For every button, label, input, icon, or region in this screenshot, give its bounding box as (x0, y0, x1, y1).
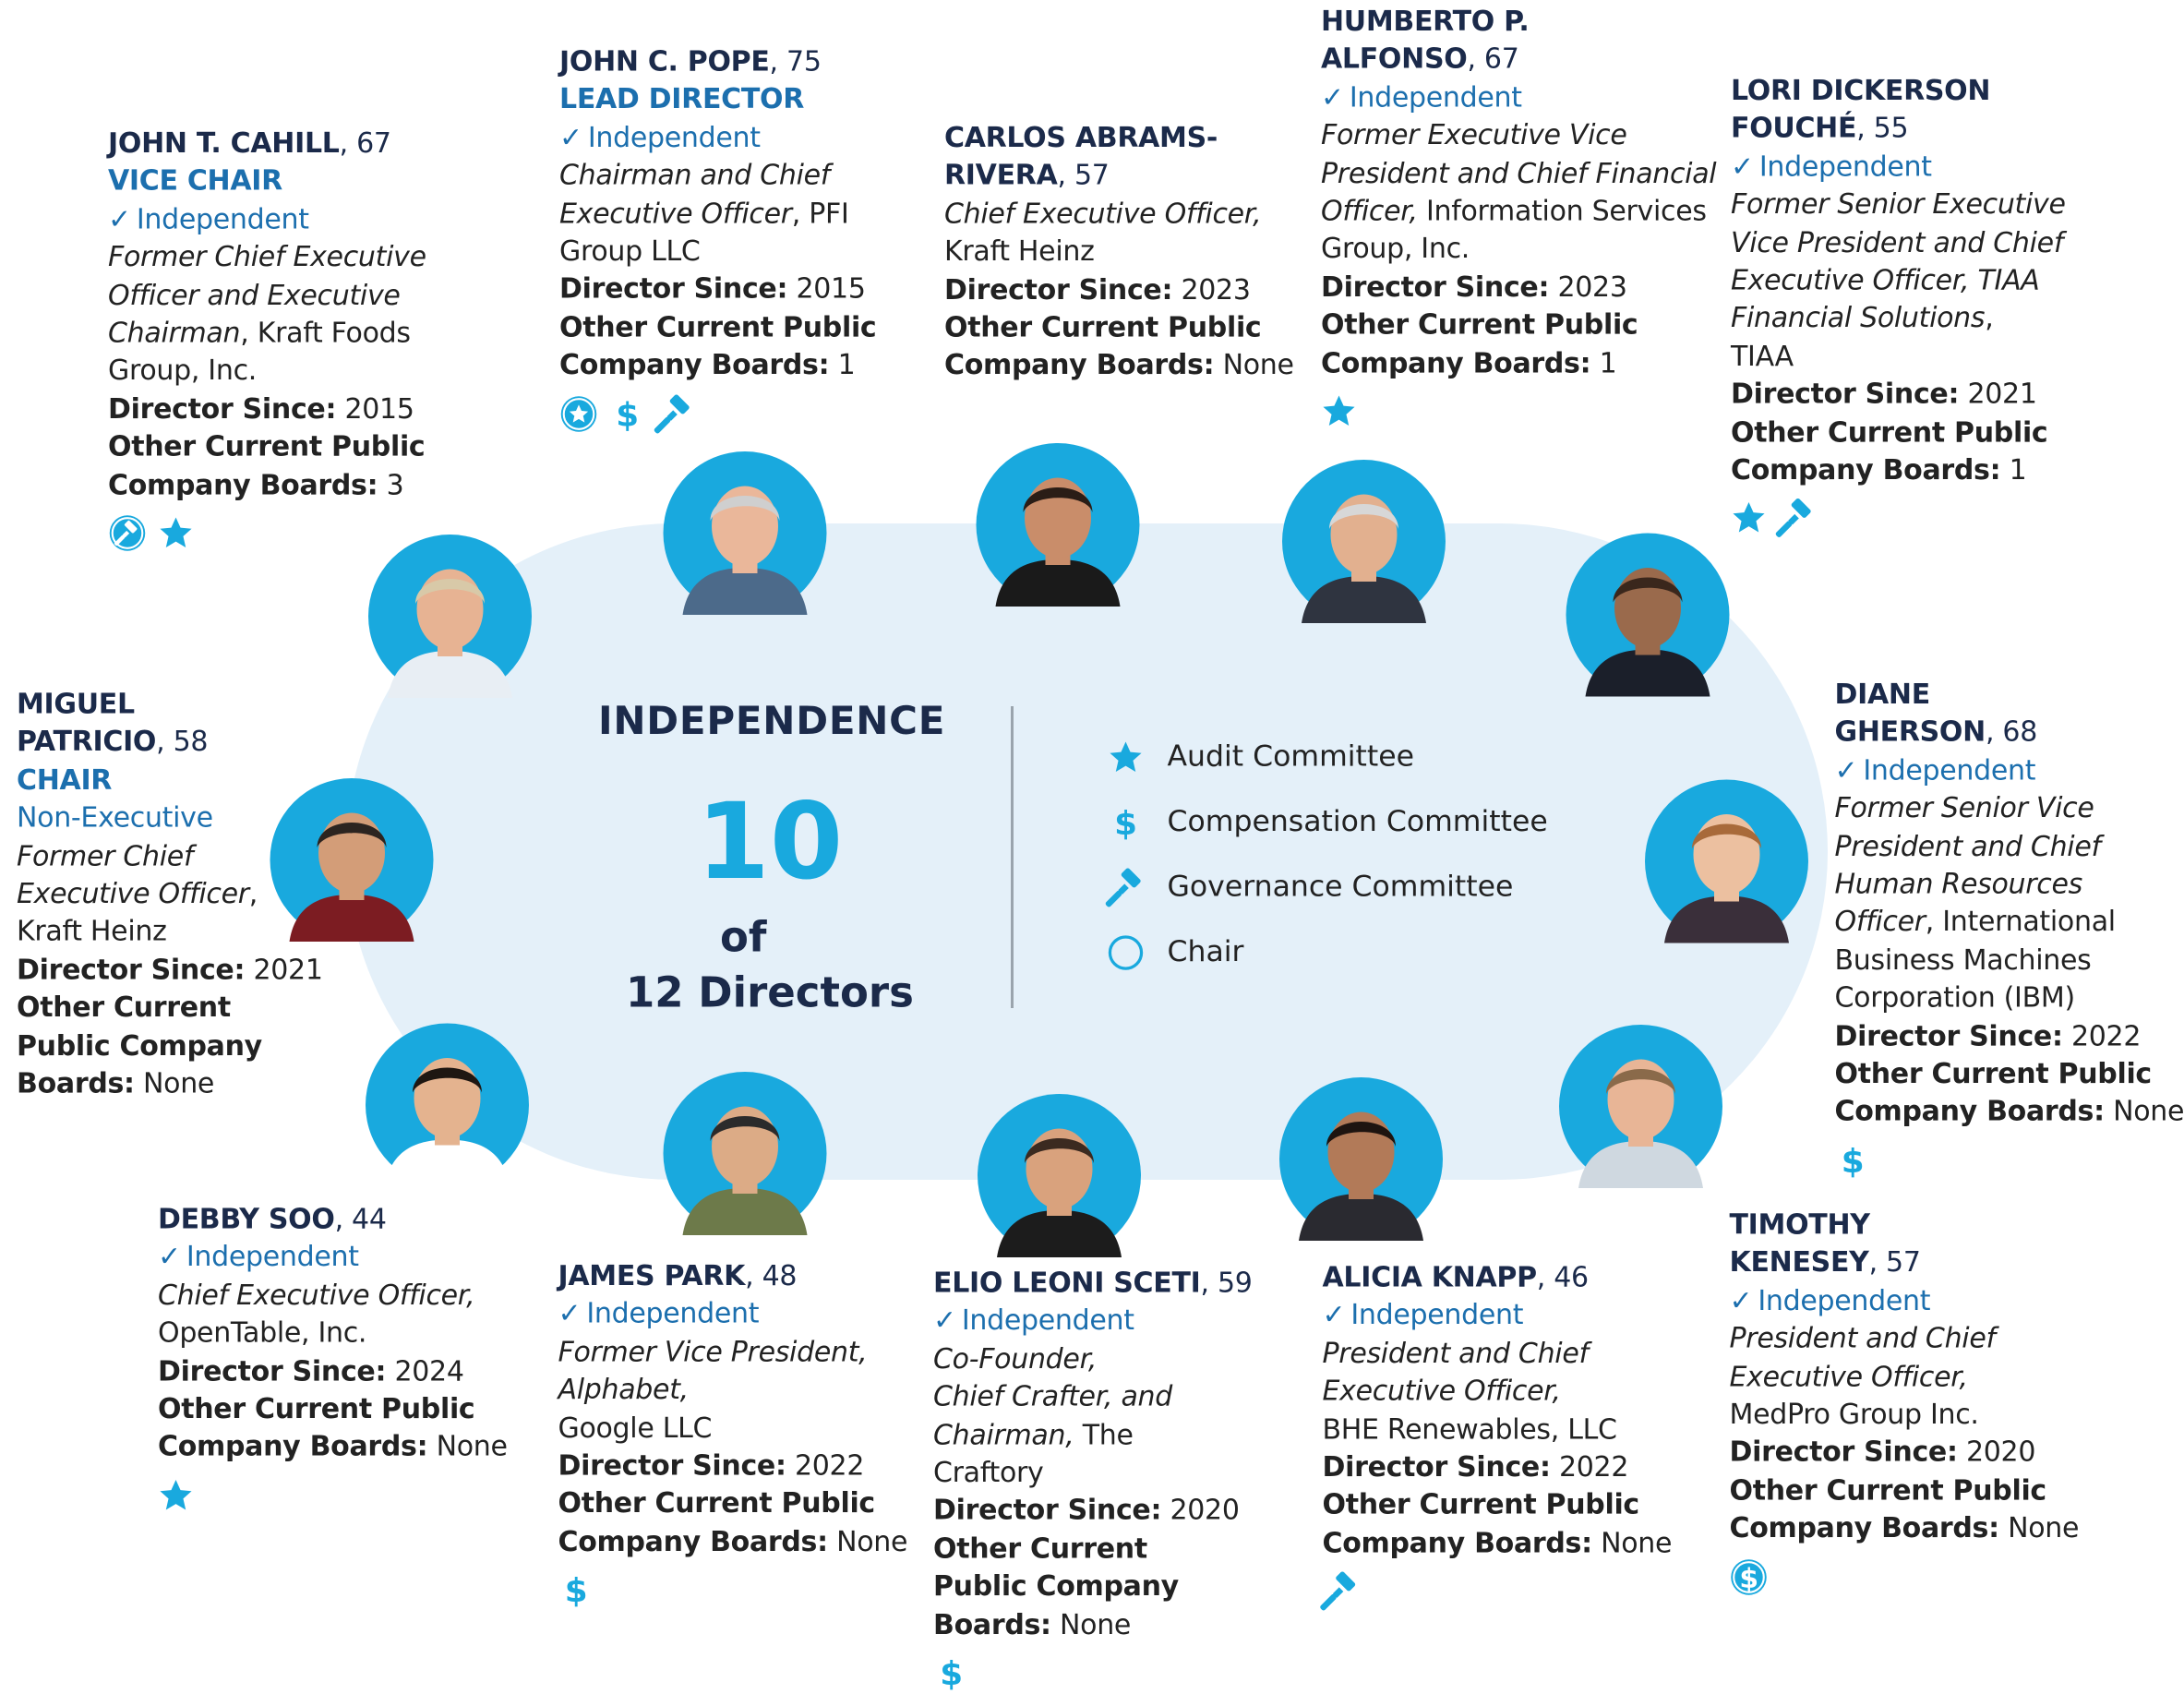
photo-cahill (368, 535, 532, 698)
svg-text:$: $ (564, 1572, 588, 1611)
title-line (559, 157, 876, 195)
director-name: JOHN T. CAHILL, 67 (108, 126, 391, 160)
title-org: Group, Inc. (108, 354, 258, 388)
other-boards: Boards: None (17, 1066, 215, 1100)
photo-alfonso (1282, 460, 1446, 623)
title-italic: Alphabet, (558, 1372, 689, 1406)
title-italic: Vice President and Chief (1731, 224, 2064, 258)
title-org: Kraft Heinz (944, 234, 1095, 268)
director-title (933, 1340, 1253, 1492)
independent-badge: ✓ Independent (108, 201, 309, 235)
committee-icons (158, 1474, 508, 1516)
independent-of: of (720, 914, 767, 963)
title-line (944, 233, 1294, 270)
committee-icons (1731, 498, 2066, 539)
portrait-silhouette (366, 1024, 529, 1187)
director-name: FOUCHÉ, 55 (1731, 111, 1909, 145)
legend-label: Chair (1167, 934, 1244, 968)
director-title (1731, 186, 2066, 376)
bio-fouche (1731, 72, 2066, 539)
title-line (1323, 1335, 1673, 1373)
committee-icons (559, 392, 876, 434)
title-line (1835, 827, 2184, 865)
bio-abrams (944, 119, 1294, 385)
director-title (1323, 1335, 1673, 1448)
star-icon (158, 515, 194, 551)
dollar-icon (609, 395, 645, 434)
other-boards-label: Other Current Public (1322, 1487, 1639, 1521)
director-name: ALICIA KNAPP, 46 (1322, 1260, 1589, 1293)
star-icon (1321, 393, 1357, 429)
independent-badge: ✓ Independent (558, 1296, 760, 1330)
director-role: VICE CHAIR (108, 163, 282, 198)
title-italic: Chairman and Chief (559, 158, 831, 192)
title-org: BHE Renewables, LLC (1322, 1412, 1617, 1446)
star-chair-icon (559, 394, 598, 433)
portrait-silhouette (1566, 534, 1730, 697)
director-name: KENESEY, 57 (1729, 1245, 1921, 1280)
independent-badge: ✓ Independent (1322, 1298, 1524, 1332)
title-italic: Executive Officer, (1322, 1374, 1561, 1408)
dollar-icon (933, 1655, 969, 1694)
title-italic: Former Senior Executive (1731, 186, 2066, 221)
photo-abrams (977, 443, 1140, 607)
title-line (933, 1378, 1253, 1416)
title-org: , (248, 876, 258, 910)
other-boards-label: Other Current Public (158, 1391, 475, 1425)
title-line (17, 875, 323, 913)
director-title (559, 157, 876, 270)
director-name: RIVERA, 57 (944, 158, 1110, 192)
title-italic: President and Chief Financial (1321, 155, 1717, 189)
bio-sceti (933, 1265, 1253, 1694)
title-org: , PFI (791, 196, 849, 230)
director-name: CARLOS ABRAMS- (944, 120, 1218, 154)
other-boards-label: Other Current Public (1834, 1056, 2152, 1090)
svg-text:$: $ (1114, 805, 1137, 843)
director-since: Director Since: 2015 (108, 391, 414, 426)
title-org: Craftory (933, 1455, 1044, 1489)
photo-gherson (1645, 780, 1808, 943)
title-italic: Executive Officer, (1729, 1359, 1968, 1393)
other-boards-label: Other Current Public (559, 309, 877, 343)
legend-label: Governance Committee (1167, 870, 1514, 903)
bio-kenesey (1730, 1207, 2080, 1598)
independent-badge: ✓ Independent (1731, 149, 1932, 183)
portrait-silhouette (1559, 1025, 1722, 1188)
gavel-icon (1778, 500, 1814, 536)
director-name: JAMES PARK, 48 (558, 1258, 798, 1292)
photo-fouche (1566, 534, 1730, 697)
director-since: Director Since: 2022 (1834, 1018, 2142, 1052)
portrait-silhouette (1645, 780, 1808, 943)
other-boards: Company Boards: None (558, 1524, 908, 1558)
title-org: , (1985, 301, 1994, 335)
other-boards: Company Boards: None (1729, 1510, 2080, 1544)
bio-cahill (108, 125, 426, 554)
gavel-icon (1323, 1573, 1359, 1609)
title-line (933, 1340, 1253, 1378)
committee-icons (558, 1569, 908, 1611)
title-line (1835, 789, 2184, 827)
title-italic: President and Chief (1834, 828, 2101, 862)
director-name: TIMOTHY (1729, 1207, 1870, 1241)
director-name: DIANE (1834, 677, 1930, 711)
director-name: ELIO LEONI SCETI, 59 (933, 1266, 1253, 1299)
title-line (933, 1454, 1253, 1492)
title-italic: Officer and Executive (108, 277, 401, 311)
title-line (1323, 1411, 1673, 1448)
title-line (108, 238, 426, 276)
independent-count: 10 (696, 779, 844, 903)
title-org: Group LLC (559, 234, 701, 268)
other-boards-label: Other Current Public (558, 1486, 875, 1520)
dollar-icon (558, 1572, 594, 1611)
other-boards: Company Boards: 1 (1321, 345, 1617, 379)
committee-icons (108, 512, 426, 554)
director-subrole: Non-Executive (17, 800, 213, 835)
title-line (108, 276, 426, 314)
director-title (1730, 1320, 2080, 1434)
title-line (1731, 262, 2066, 300)
title-line (17, 913, 323, 951)
gavel-icon (656, 395, 692, 431)
director-title (17, 837, 323, 951)
title-line (1835, 979, 2184, 1017)
bio-park (558, 1257, 908, 1611)
other-boards: Company Boards: 3 (108, 467, 404, 501)
bio-alfonso (1321, 3, 1716, 432)
director-title (558, 1333, 908, 1447)
independent-badge: ✓ Independent (559, 120, 761, 154)
star-icon (1731, 500, 1767, 536)
other-boards: Boards: None (933, 1606, 1132, 1640)
photo-soo (366, 1024, 529, 1187)
title-org: Information Services (1417, 194, 1707, 228)
title-org: Google LLC (558, 1410, 713, 1444)
other-boards-label: Other Current Public (1321, 307, 1638, 342)
title-line (108, 315, 426, 353)
director-since: Director Since: 2021 (1731, 377, 2037, 411)
committee-icons (933, 1652, 1253, 1694)
title-italic: Co-Founder, (933, 1341, 1098, 1376)
portrait-silhouette (977, 443, 1140, 607)
director-name: LORI DICKERSON (1731, 73, 1991, 107)
dollar-icon (1108, 805, 1144, 848)
title-italic: Chief Executive Officer, (944, 196, 1262, 230)
director-title (158, 1277, 508, 1352)
title-line (1323, 1373, 1673, 1411)
director-name: HUMBERTO P. (1321, 4, 1530, 38)
title-line (108, 353, 426, 390)
title-line (1731, 338, 2066, 376)
title-org: , Kraft Foods (240, 316, 411, 350)
portrait-silhouette (664, 1072, 827, 1235)
director-name: JOHN C. POPE, 75 (559, 44, 822, 78)
title-italic: Human Resources (1834, 867, 2082, 901)
title-italic: Executive Officer (17, 876, 249, 910)
other-boards: Company Boards: None (1322, 1525, 1673, 1559)
director-since: Director Since: 2020 (933, 1493, 1240, 1527)
director-since: Director Since: 2021 (17, 952, 323, 986)
title-line (1321, 193, 1716, 231)
title-italic: Former Senior Vice (1834, 790, 2094, 824)
director-name: ALFONSO, 67 (1321, 42, 1519, 76)
director-role: LEAD DIRECTOR (559, 82, 805, 116)
title-italic: President and Chief (1322, 1336, 1589, 1370)
other-boards: Company Boards: None (1834, 1094, 2184, 1128)
title-line (1731, 223, 2066, 261)
portrait-silhouette (664, 451, 827, 615)
title-line (1730, 1396, 2080, 1434)
director-title (1321, 116, 1716, 268)
director-since: Director Since: 2022 (558, 1448, 865, 1483)
title-line (933, 1416, 1253, 1454)
title-line (1835, 904, 2184, 942)
title-italic: Officer, (1321, 194, 1418, 228)
title-line (559, 195, 876, 233)
independent-badge: ✓ Independent (158, 1240, 359, 1274)
title-line (558, 1333, 908, 1371)
title-italic: Chief Executive Officer, (158, 1278, 475, 1312)
independent-badge: ✓ Independent (1321, 79, 1522, 114)
dollar-chair-icon (1730, 1557, 1769, 1596)
title-line (1321, 154, 1716, 192)
title-line (1731, 186, 2066, 223)
gavel-icon (1108, 870, 1144, 913)
portrait-silhouette (1279, 1077, 1443, 1241)
title-org: OpenTable, Inc. (158, 1316, 367, 1350)
title-org: MedPro Group Inc. (1729, 1397, 1979, 1431)
director-title (1835, 789, 2184, 1017)
photo-pope (664, 451, 827, 615)
title-italic: Former Executive Vice (1321, 117, 1627, 151)
committee-icons (1835, 1139, 2184, 1181)
other-boards-label: Other Current Public (108, 429, 426, 463)
portrait-silhouette (978, 1094, 1141, 1257)
svg-text:$: $ (1739, 1562, 1758, 1595)
title-italic: Officer (1834, 905, 1926, 939)
title-line (1835, 942, 2184, 979)
other-boards-label: Other Current (933, 1531, 1147, 1565)
other-boards-label: Other Current Public (1731, 414, 2048, 449)
title-line (1321, 231, 1716, 269)
title-line (1321, 116, 1716, 154)
title-italic: Chief Crafter, and (933, 1379, 1173, 1413)
other-boards-label: Other Current Public (1729, 1472, 2046, 1507)
bio-gherson (1835, 676, 2184, 1181)
independent-badge: ✓ Independent (1729, 1283, 1931, 1317)
title-italic: Former Chief (17, 838, 194, 872)
title-line (1731, 300, 2066, 338)
title-line (1730, 1320, 2080, 1358)
bio-patricio (17, 686, 323, 1103)
independence-title: INDEPENDENCE (598, 698, 946, 744)
director-since: Director Since: 2020 (1729, 1435, 2036, 1469)
independent-badge: ✓ Independent (933, 1304, 1134, 1338)
bio-knapp (1323, 1259, 1673, 1613)
title-italic: Former Chief Executive (108, 239, 426, 273)
photo-kenesey (1559, 1025, 1722, 1188)
circle-icon (1108, 935, 1144, 979)
title-org: Kraft Heinz (17, 914, 167, 948)
director-title (944, 195, 1294, 270)
other-boards-label: Public Company (933, 1568, 1179, 1603)
committee-icons (1730, 1556, 2080, 1597)
director-title (108, 238, 426, 390)
title-italic: Executive Officer (559, 196, 792, 230)
bio-pope (559, 43, 876, 435)
other-boards: Company Boards: 1 (559, 347, 856, 381)
title-italic: Chairman, (933, 1417, 1074, 1451)
director-since: Director Since: 2024 (158, 1353, 464, 1388)
director-name: GHERSON, 68 (1834, 715, 2038, 749)
total-directors: 12 Directors (626, 969, 914, 1018)
title-org: The (1074, 1417, 1134, 1451)
star-icon (1108, 739, 1144, 783)
other-boards-label: Other Current (17, 990, 231, 1024)
photo-park (664, 1072, 827, 1235)
title-italic: Executive Officer, TIAA (1731, 263, 2040, 297)
director-since: Director Since: 2015 (559, 271, 866, 306)
gavel-chair-icon (108, 514, 147, 553)
committee-icons (1323, 1570, 1673, 1612)
other-boards-label: Public Company (17, 1027, 262, 1062)
star-icon (158, 1477, 194, 1513)
title-italic: Financial Solutions (1731, 301, 1986, 335)
director-since: Director Since: 2023 (944, 271, 1251, 306)
director-name: DEBBY SOO, 44 (158, 1202, 387, 1235)
director-role: CHAIR (17, 763, 113, 797)
title-italic: Chairman (108, 316, 241, 350)
bio-soo (158, 1201, 508, 1517)
title-org: TIAA (1731, 339, 1794, 373)
title-line (944, 195, 1294, 233)
director-name: PATRICIO, 58 (17, 725, 209, 759)
svg-text:$: $ (1841, 1142, 1865, 1181)
title-line (158, 1277, 508, 1315)
legend-label: Compensation Committee (1167, 804, 1548, 838)
title-line (559, 233, 876, 270)
committee-icons (1321, 390, 1716, 432)
director-since: Director Since: 2022 (1322, 1449, 1629, 1484)
title-line (1835, 866, 2184, 904)
title-org: Group, Inc. (1321, 232, 1470, 266)
other-boards: Company Boards: None (944, 348, 1294, 382)
title-org: Corporation (IBM) (1834, 980, 2075, 1015)
title-line (1730, 1358, 2080, 1396)
svg-text:$: $ (616, 395, 639, 434)
portrait-silhouette (368, 535, 532, 698)
independent-badge: ✓ Independent (1834, 752, 2036, 787)
title-line (558, 1409, 908, 1447)
title-org: Business Machines (1834, 943, 2092, 977)
other-boards-label: Other Current Public (944, 310, 1262, 344)
title-italic: Former Vice President, (558, 1334, 868, 1368)
dollar-icon (1835, 1142, 1871, 1181)
director-name: MIGUEL (17, 687, 135, 720)
title-line (158, 1315, 508, 1352)
other-boards: Company Boards: None (158, 1429, 508, 1463)
title-org: , International (1925, 905, 2116, 939)
title-italic: President and Chief (1729, 1321, 1996, 1355)
svg-text:$: $ (940, 1655, 963, 1694)
legend-label: Audit Committee (1167, 739, 1414, 773)
photo-knapp (1279, 1077, 1443, 1241)
photo-sceti (978, 1094, 1141, 1257)
title-line (558, 1371, 908, 1409)
portrait-silhouette (1282, 460, 1446, 623)
title-line (17, 837, 323, 875)
director-since: Director Since: 2023 (1321, 270, 1627, 304)
center-divider (1011, 706, 1014, 1008)
other-boards: Company Boards: 1 (1731, 452, 2027, 487)
